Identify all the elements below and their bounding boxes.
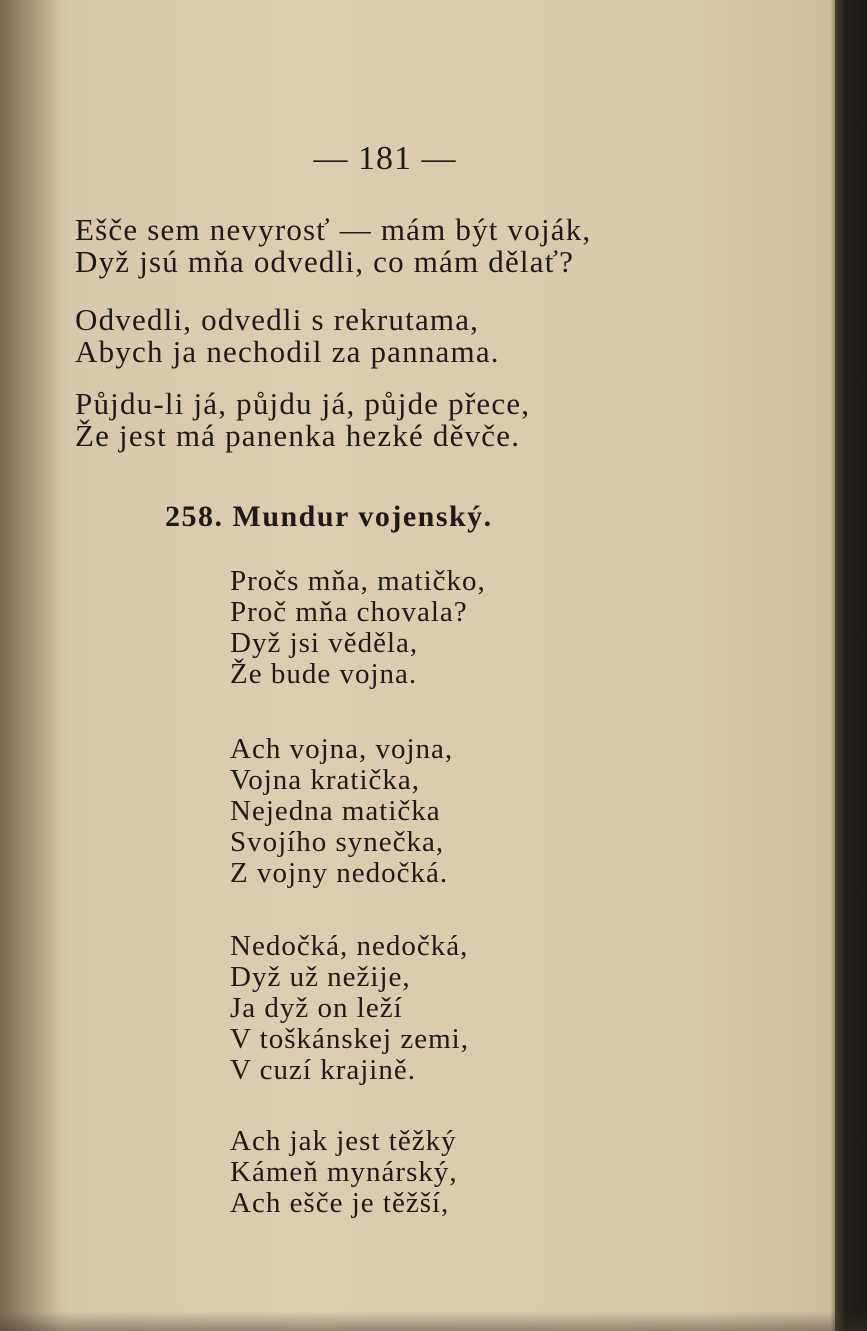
page-bottom-shadow: [0, 1311, 867, 1331]
opening-stanza: [75, 304, 500, 368]
verse-line: Pročs mňa, matičko,: [230, 565, 486, 597]
song-stanza: [230, 931, 469, 1086]
opening-stanza: [75, 388, 530, 452]
verse-line: Dyž jsú mňa odvedli, co mám dělať?: [75, 244, 575, 279]
song-stanza: [230, 1126, 458, 1219]
verse-line: Kámeň mynárský,: [230, 1156, 458, 1188]
song-stanza: [230, 734, 453, 889]
verse-line: Nejedna matička: [230, 795, 441, 827]
page-number: — 181 —: [313, 140, 457, 177]
verse-line: Ach ešče je těžší,: [230, 1187, 450, 1219]
song-title: 258. Mundur vojenský.: [165, 500, 493, 533]
song-stanza: [230, 566, 486, 690]
verse-line: Z vojny nedočká.: [230, 857, 449, 889]
verse-line: Že jest má panenka hezké děvče.: [75, 418, 521, 453]
verse-line: Ja dyž on leží: [230, 992, 403, 1024]
verse-line: Nedočká, nedočká,: [230, 930, 469, 962]
verse-line: V toškánskej zemi,: [230, 1023, 469, 1055]
verse-line: Odvedli, odvedli s rekrutama,: [75, 302, 480, 337]
page-edge: [835, 0, 867, 1331]
opening-stanza: [75, 214, 591, 278]
verse-line: V cuzí krajině.: [230, 1054, 416, 1086]
verse-line: Ach vojna, vojna,: [230, 733, 454, 765]
verse-line: Dyž už nežije,: [230, 961, 411, 993]
verse-line: Půjdu-li já, půjdu já, půjde přece,: [75, 386, 531, 421]
verse-line: Vojna kratička,: [230, 764, 421, 796]
verse-line: Ach jak jest těžký: [230, 1125, 457, 1157]
gutter-shadow: [0, 0, 60, 1331]
verse-line: Proč mňa chovala?: [230, 596, 468, 628]
verse-line: Dyž jsi věděla,: [230, 627, 419, 659]
verse-line: Abych ja nechodil za pannama.: [75, 334, 500, 369]
verse-line: Svojího synečka,: [230, 826, 445, 858]
verse-line: Že bude vojna.: [230, 658, 418, 690]
verse-line: Ešče sem nevyrosť — mám být voják,: [75, 212, 592, 247]
